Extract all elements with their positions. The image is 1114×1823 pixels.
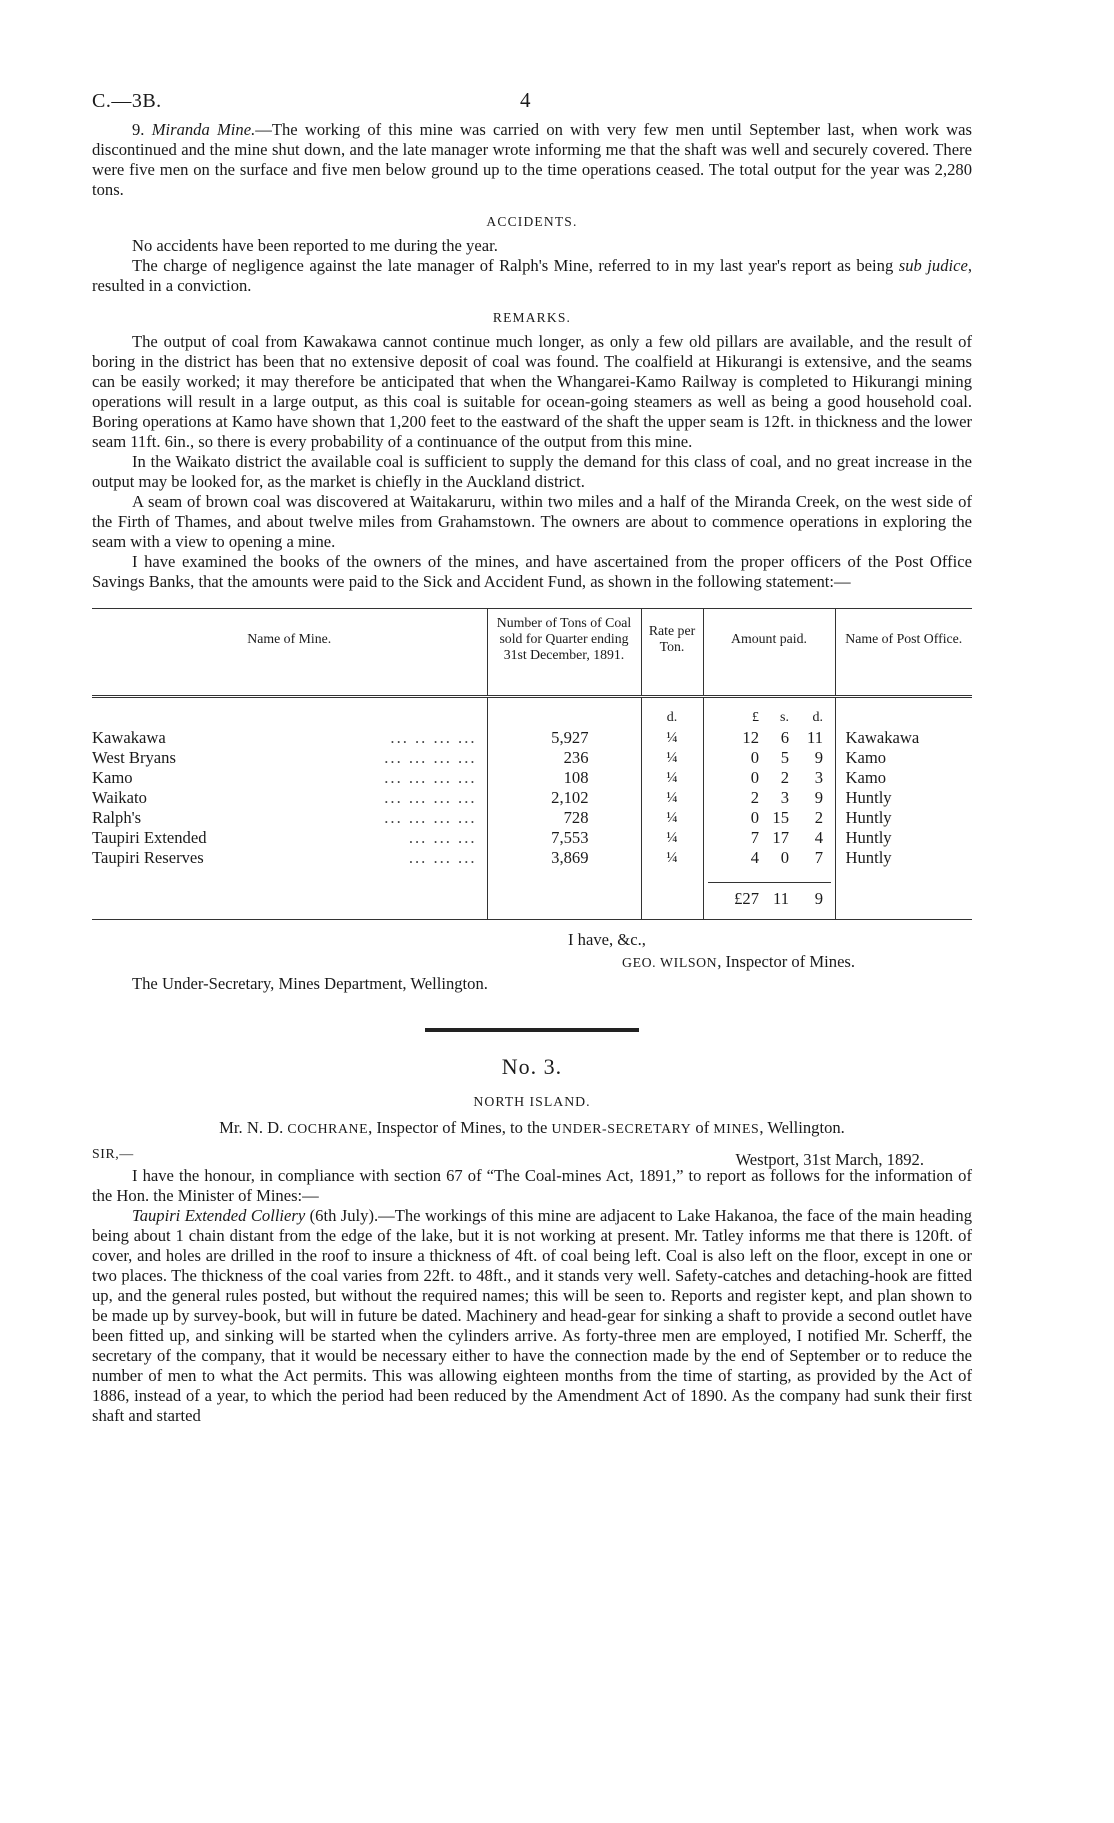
document-reference: C.—3B. <box>92 90 162 112</box>
rate-cell: ¼ <box>641 828 703 848</box>
salutation-line <box>92 1144 972 1169</box>
mine-name-cell: Ralph's ... ... ... ... <box>92 808 477 827</box>
table-row <box>92 808 972 828</box>
post-office-cell: Kamo <box>835 748 972 768</box>
units-row: d. £ s. d. <box>92 697 972 729</box>
rate-cell: ¼ <box>641 848 703 874</box>
header-post-office: Name of Post Office. <box>835 609 972 670</box>
remarks-heading: REMARKS. <box>492 310 572 325</box>
closing-line: I have, &c., <box>568 930 646 949</box>
letter-paragraph-2: Taupiri Extended Colliery (6th July).—The workings of this mine are adjacent to Lake Hakanoa, the face of the main heading being about 1 chain distant from the edge of the lake, but it is not working at present. Mr. Tatley informs me that there is 120ft. of cover, and holes are drilled in the roof to insure a thickness of 4ft. of coal being left. Coal is also left on the floor, except in one or two places. The thickness of the coal varies from 22ft. to 48ft., and it stands very well. Safety-catches and detaching-hook are fitted up, and the general rules posted, but without the required names; this will be seen to. Reports and register kept, and plan shown to be made up by survey-book, but will in future be dated. Machinery and head-gear for sinking a shaft to provide a second outlet have been fitted up, and sinking will be started when the cylinders arrive. As forty-three men are employed, I notified Mr. Scherff, the secretary of the company, that it would be necessary either to have the connection made by the end of September or to reduce the number of men to what the Act permits. This was allowing eighteen months from the time of starting, as provided by the Act of 1886, instead of a year, to which the period had been reduced by the Amendment Act of 1890. As the company had sunk their first shaft and started <box>92 1206 972 1425</box>
remarks-paragraph-2: In the Waikato district the available coal is sufficient to supply the demand for this class of coal, and no great increase in the output may be looked for, as the market is chiefly in the Auckland district. <box>92 452 972 491</box>
letter-address: Mr. N. D. COCHRANE, Inspector of Mines, to the UNDER-SECRETARY of MINES, Wellington. <box>219 1118 845 1137</box>
place-date: Westport, 31st March, 1892. <box>735 1150 924 1169</box>
table-row <box>92 828 972 848</box>
post-office-cell: Huntly <box>835 808 972 828</box>
amount-cell: 0 2 3 <box>703 768 835 788</box>
letter-paragraph-1: I have the honour, in compliance with section 67 of “The Coal-mines Act, 1891,” to report as follows for the information of the Hon. the Minister of Mines:— <box>92 1166 972 1205</box>
tons-cell: 2,102 <box>487 788 641 808</box>
mine-name-cell: Waikato ... ... ... ... <box>92 788 477 807</box>
mine-name-cell: Kamo ... ... ... ... <box>92 768 477 787</box>
table-row <box>92 748 972 768</box>
rate-cell: ¼ <box>641 808 703 828</box>
table-row <box>92 788 972 808</box>
post-office-cell: Kawakawa <box>835 728 972 748</box>
header-mine-name: Name of Mine. <box>92 609 487 670</box>
amount-cell: 4 0 7 <box>703 848 835 874</box>
rate-unit: d. <box>641 697 703 729</box>
tons-cell: 5,927 <box>487 728 641 748</box>
section-divider <box>425 1028 639 1032</box>
tons-cell: 728 <box>487 808 641 828</box>
remarks-paragraph-1: The output of coal from Kawakawa cannot continue much longer, as only a few old pillars are available, and the result of boring in the district has been that no extensive deposit of coal was found. The coalfield at Hikurangi is extensive, and the seams can be easily worked; it may therefore be anticipated that when the Whangarei-Kamo Railway is completed to Hikurangi mining operations will result in a large output, as this coal is suitable for ocean-going steamers as well as being a good household coal. Boring operations at Kamo have shown that 1,200 feet to the eastward of the shaft the upper seam is 12ft. in thickness and the lower seam 11ft. 6in., so there is every probability of a continuance of the output from this mine. <box>92 332 972 451</box>
table-header-row <box>92 609 972 670</box>
page-number: 4 <box>520 88 531 112</box>
rate-cell: ¼ <box>641 768 703 788</box>
amount-cell: 2 3 9 <box>703 788 835 808</box>
island-heading: NORTH ISLAND. <box>473 1094 591 1109</box>
post-office-cell: Huntly <box>835 788 972 808</box>
header-amount: Amount paid. <box>703 609 835 670</box>
document-page <box>92 84 972 1426</box>
header-rate: Rate per Ton. <box>641 609 703 670</box>
mine-name-cell: West Bryans ... ... ... ... <box>92 748 477 767</box>
rate-cell: ¼ <box>641 788 703 808</box>
addressee: The Under-Secretary, Mines Department, Wellington. <box>132 974 488 993</box>
signature-block <box>92 930 972 1000</box>
post-office-cell: Huntly <box>835 828 972 848</box>
header-tons: Number of Tons of Coal sold for Quarter ending 31st December, 1891. <box>487 609 641 670</box>
rate-cell: ¼ <box>641 748 703 768</box>
accidents-paragraph-1: No accidents have been reported to me during the year. <box>132 236 498 255</box>
amount-cell: 0 5 9 <box>703 748 835 768</box>
post-office-cell: Kamo <box>835 768 972 788</box>
rate-cell: ¼ <box>641 728 703 748</box>
fund-statement-table <box>92 608 972 920</box>
total-amount-cell: £27 11 9 <box>703 874 835 920</box>
accidents-paragraph-2: The charge of negligence against the late manager of Ralph's Mine, referred to in my last year's report as being sub judice, resulted in a conviction. <box>92 256 973 295</box>
tons-cell: 7,553 <box>487 828 641 848</box>
table-row <box>92 848 972 874</box>
tons-cell: 108 <box>487 768 641 788</box>
tons-cell: 3,869 <box>487 848 641 874</box>
salutation: SIR,— <box>92 1146 134 1161</box>
amount-cell: 7 17 4 <box>703 828 835 848</box>
table-body <box>92 697 972 920</box>
post-office-cell: Huntly <box>835 848 972 874</box>
miranda-title: Miranda Mine. <box>151 120 256 139</box>
mine-name-cell: Kawakawa ... .. ... ... <box>92 728 477 747</box>
amount-cell: 0 15 2 <box>703 808 835 828</box>
amount-cell: 12 6 11 <box>703 728 835 748</box>
mine-name-cell: Taupiri Reserves ... ... ... <box>92 848 477 867</box>
table-row <box>92 768 972 788</box>
miranda-paragraph: 9. Miranda Mine.—The working of this mine was carried on with very few men until September last, when work was discontinued and the mine shut down, and the late manager wrote informing me that the shaft was well and securely covered. There were five men on the surface and five men below ground up to the time operations ceased. The total output for the year was 2,280 tons. <box>92 120 972 199</box>
remarks-paragraph-3: A seam of brown coal was discovered at Waitakaruru, within two miles and a half of the Miranda Creek, on the west side of the Firth of Thames, and about twelve miles from Grahamstown. The owners are about to commence operations in exploring the seam with a view to opening a mine. <box>92 492 972 551</box>
accidents-heading: ACCIDENTS. <box>486 214 578 229</box>
page-header <box>92 84 972 120</box>
table-row <box>92 728 972 748</box>
signatory: GEO. WILSON, Inspector of Mines. <box>622 952 856 971</box>
remarks-paragraph-4: I have examined the books of the owners of the mines, and have ascertained from the proper officers of the Post Office Savings Banks, that the amounts were paid to the Sick and Accident Fund, as shown in the following statement:— <box>92 552 972 591</box>
total-row <box>92 874 972 920</box>
mine-name-cell: Taupiri Extended ... ... ... <box>92 828 477 847</box>
tons-cell: 236 <box>487 748 641 768</box>
document-number: No. 3. <box>501 1054 563 1079</box>
